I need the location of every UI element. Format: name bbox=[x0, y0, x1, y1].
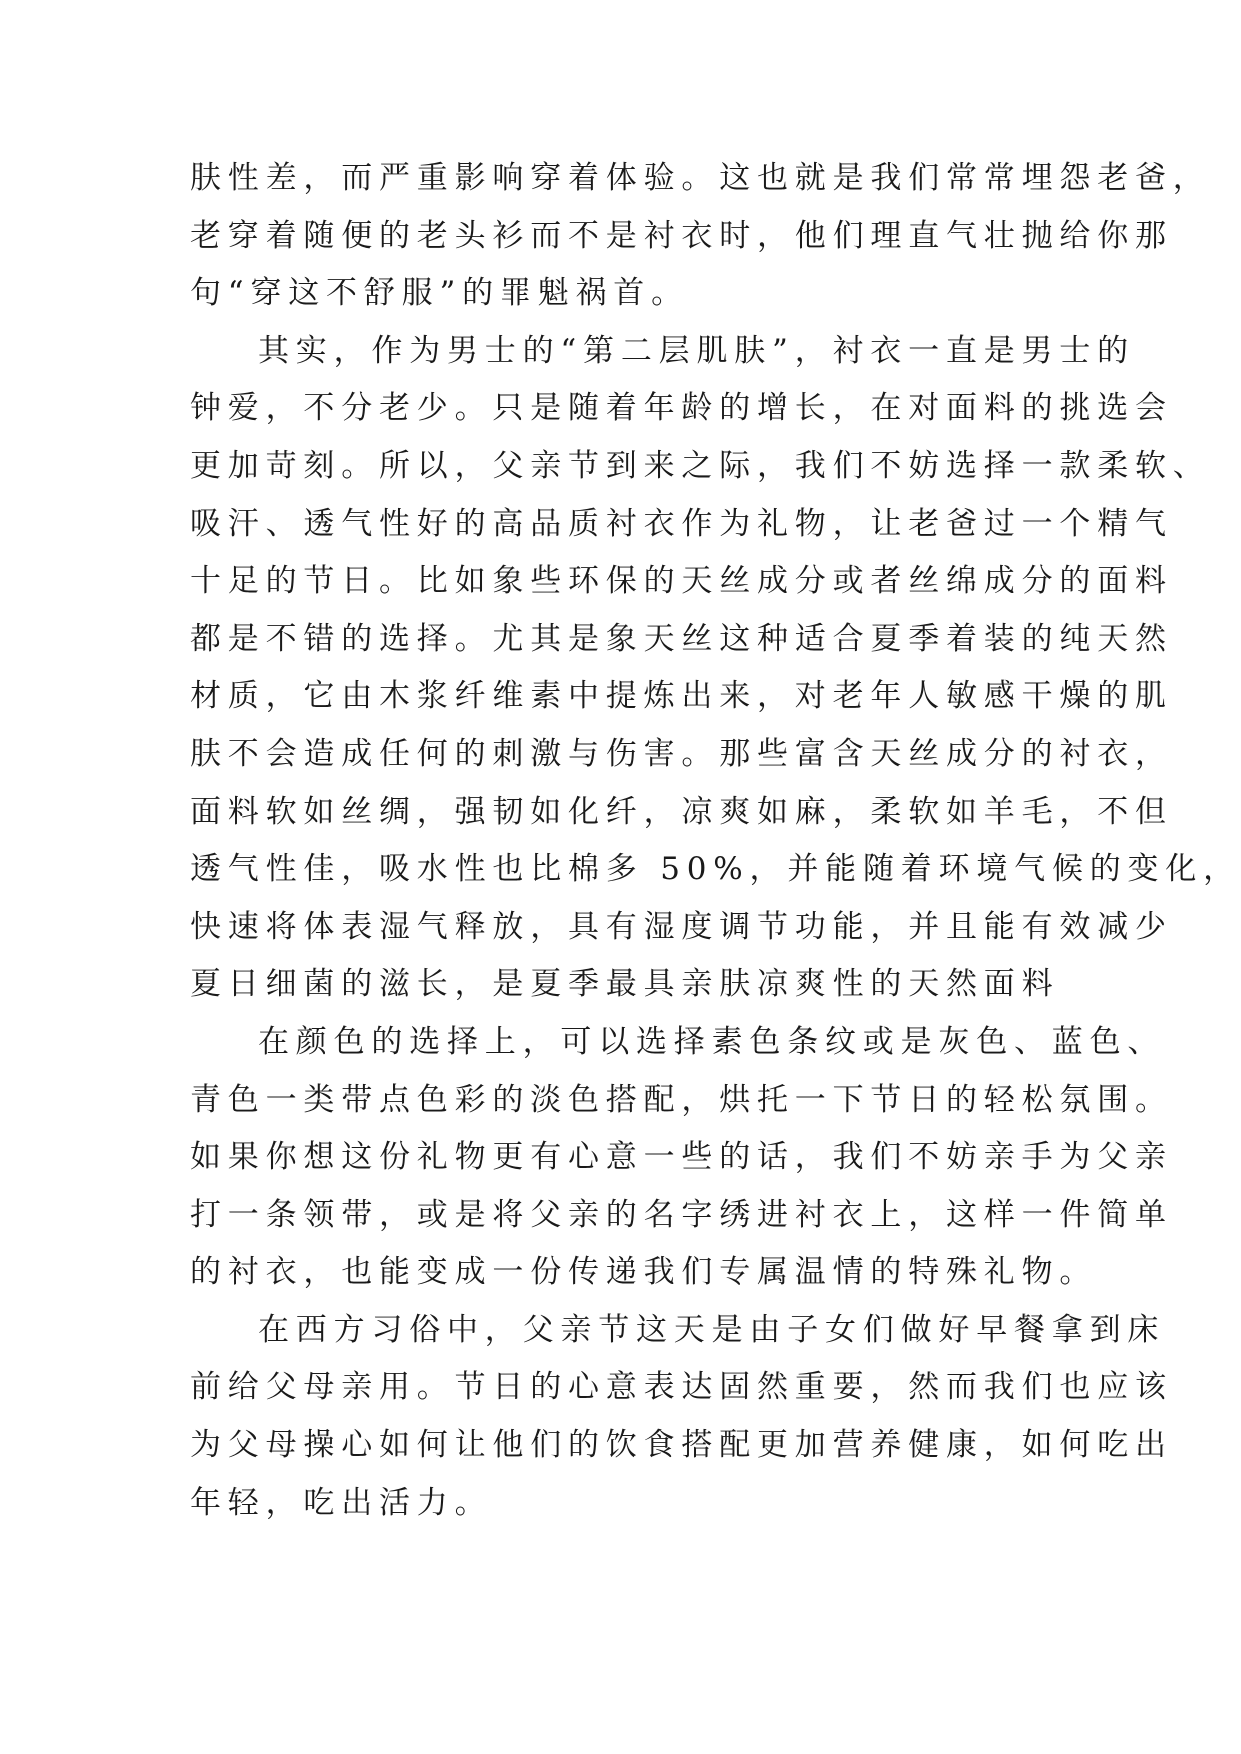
text-line: 句“穿这不舒服”的罪魁祸首。 bbox=[190, 275, 689, 312]
text-line: 夏日细菌的滋长，是夏季最具亲肤凉爽性的天然面料 bbox=[190, 966, 1060, 1003]
text-line: 的衬衣，也能变成一份传递我们专属温情的特殊礼物。 bbox=[190, 1254, 1098, 1291]
text-line: 老穿着随便的老头衫而不是衬衣时，他们理直气壮抛给你那 bbox=[190, 217, 1173, 254]
text-line: 更加苛刻。所以，父亲节到来之际，我们不妨选择一款柔软、 bbox=[190, 447, 1211, 484]
text-line: 十足的节日。比如象些环保的天丝成分或者丝绵成分的面料 bbox=[190, 563, 1173, 600]
text-line: 青色一类带点色彩的淡色搭配，烘托一下节日的轻松氛围。 bbox=[190, 1081, 1173, 1118]
text-line: 在颜色的选择上，可以选择素色条纹或是灰色、蓝色、 bbox=[258, 1023, 1166, 1060]
text-line: 肤不会造成任何的刺激与伤害。那些富含天丝成分的衬衣， bbox=[190, 735, 1173, 772]
text-line: 打一条领带，或是将父亲的名字绣进衬衣上，这样一件简单 bbox=[190, 1196, 1173, 1233]
text-line: 前给父母亲用。节日的心意表达固然重要，然而我们也应该 bbox=[190, 1369, 1173, 1406]
paragraph-2 bbox=[190, 323, 1241, 1014]
text-line: 肤性差，而严重影响穿着体验。这也就是我们常常埋怨老爸， bbox=[190, 160, 1211, 196]
text-line: 为父母操心如何让他们的饮食搭配更加营养健康，如何吃出 bbox=[190, 1427, 1173, 1464]
text-line: 面料软如丝绸，强韧如化纤，凉爽如麻，柔软如羊毛，不但 bbox=[190, 793, 1173, 830]
text-line: 材质，它由木浆纤维素中提炼出来，对老年人敏感干燥的肌 bbox=[190, 678, 1173, 715]
text-line: 在西方习俗中，父亲节这天是由子女们做好早餐拿到床 bbox=[258, 1311, 1166, 1348]
text-line: 快速将体表湿气释放，具有湿度调节功能，并且能有效减少 bbox=[190, 908, 1173, 945]
paragraph-3 bbox=[190, 1014, 1173, 1302]
text-line: 钟爱，不分老少。只是随着年龄的增长，在对面料的挑选会 bbox=[190, 390, 1173, 427]
text-line: 年轻，吃出活力。 bbox=[190, 1484, 493, 1521]
text-line: 如果你想这份礼物更有心意一些的话，我们不妨亲手为父亲 bbox=[190, 1139, 1173, 1176]
text-line: 透气性佳，吸水性也比棉多 50%，并能随着环境气候的变化， bbox=[190, 851, 1241, 888]
document-body bbox=[190, 150, 1241, 1532]
text-line: 都是不错的选择。尤其是象天丝这种适合夏季着装的纯天然 bbox=[190, 620, 1173, 657]
paragraph-1 bbox=[190, 150, 1211, 323]
text-line: 吸汗、透气性好的高品质衬衣作为礼物，让老爸过一个精气 bbox=[190, 505, 1173, 542]
paragraph-4 bbox=[190, 1302, 1173, 1532]
text-line: 其实，作为男士的“第二层肌肤”，衬衣一直是男士的 bbox=[258, 332, 1135, 369]
